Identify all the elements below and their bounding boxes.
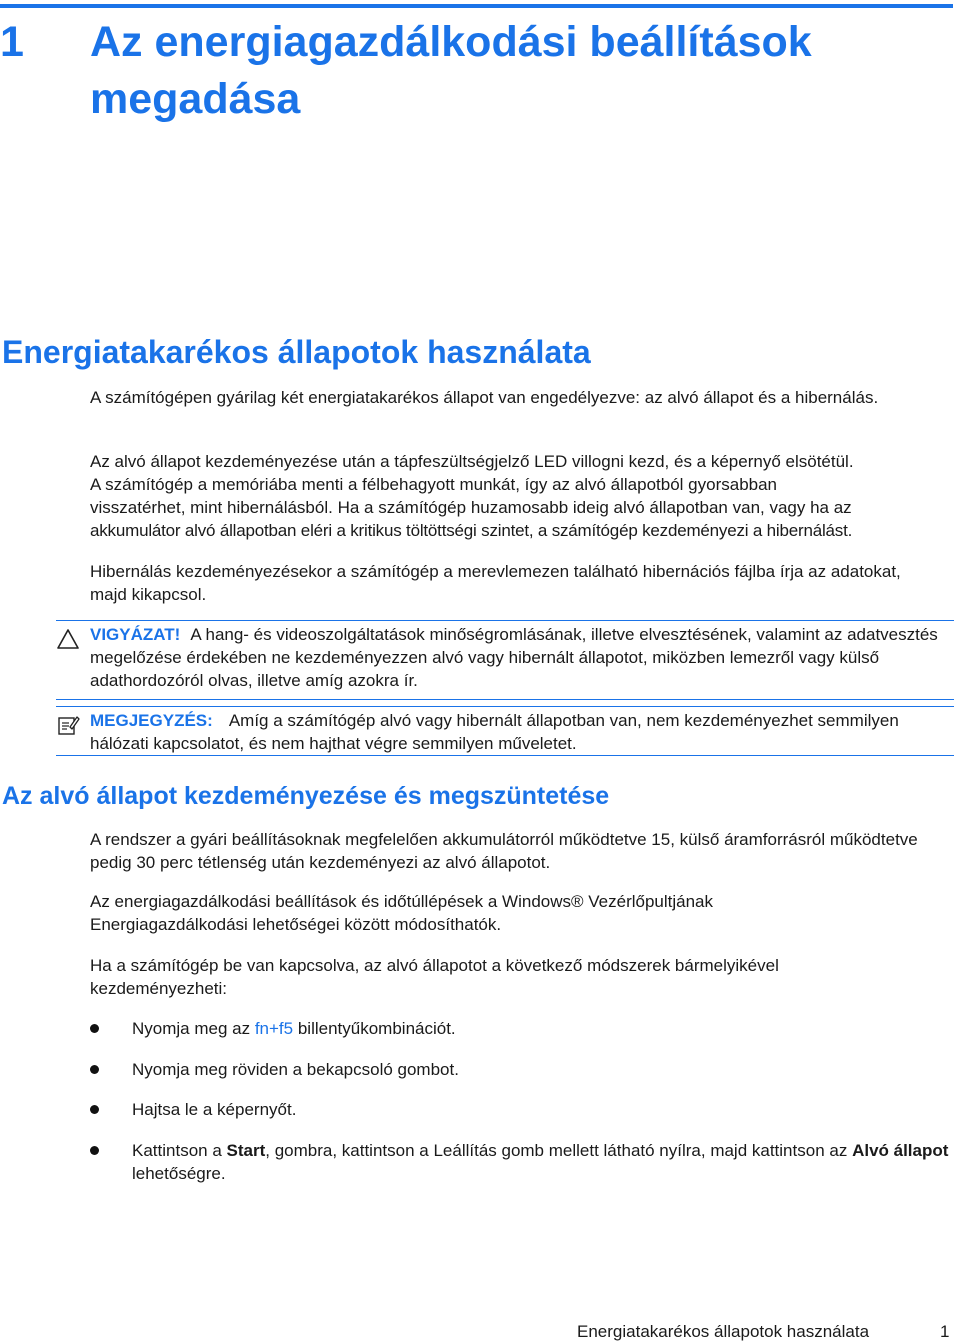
list-item-text: [132, 1017, 952, 1040]
caution-box: [56, 620, 954, 700]
start-label: Start: [226, 1141, 266, 1160]
note-box: [56, 706, 954, 756]
footer-page-number: 1: [940, 1322, 950, 1341]
paragraph-line: A számítógép a memóriába menti a félbehagyott munkát, így az alvó állapotból gyorsabban: [90, 475, 778, 494]
list-item-text: Nyomja meg röviden a bekapcsoló gombot.: [132, 1060, 459, 1079]
paragraph-line: [90, 496, 956, 519]
chapter-number: 1: [0, 18, 24, 66]
bullet-icon: [90, 1065, 99, 1074]
paragraph-line: Az alvó állapot kezdeményezése után a tápfeszültségjelző LED villogni kezd, és a képernyő elsötétül.: [90, 452, 854, 471]
paragraph-line: akkumulátor alvó állapotban eléri a kritikus töltöttségi szintet, a számítógép kezdeményezi a hibernálást.: [90, 521, 853, 540]
bullet-icon: [90, 1105, 99, 1114]
hotkey-label: fn+f5: [254, 1019, 294, 1038]
sleep-option-label: Alvó állapot: [852, 1141, 949, 1160]
caution-text: [90, 623, 956, 692]
paragraph-text: visszatérhet, mint hibernálásból.: [90, 498, 333, 517]
list-item-text-part: , gombra, kattintson a Leállítás gomb mellett látható nyílra, majd kattintson az: [265, 1141, 853, 1160]
paragraph-hibernation: Hibernálás kezdeményezésekor a számítógép a merevlemezen található hibernációs fájlba írja az adatokat, majd kikapcsol.: [90, 562, 901, 604]
footer-section-title: Energiatakarékos állapotok használata: [577, 1322, 870, 1341]
list-item-text-part: billentyűkombinációt.: [293, 1019, 456, 1038]
bullet-icon: [90, 1024, 99, 1033]
caution-body: A hang- és videoszolgáltatások minőségromlásának, illetve elvesztésének, valamint az adatvesztés megelőzése érdekében ne kezdeményezzen alvó vagy hibernált állapotot, miközben lemezről vagy külső adathordozóról olvas, illetve amíg azokra ír.: [90, 625, 938, 690]
paragraph-sleep-defaults: A rendszer a gyári beállításoknak megfelelően akkumulátorról működtetve 15, külső áramforrásról működtetve pedig 30 perc tétlenség után kezdeményezi az alvó állapotot.: [90, 830, 918, 872]
top-rule: [0, 4, 953, 8]
caution-label: VIGYÁZAT!: [90, 625, 181, 644]
list-item-text: [132, 1139, 952, 1185]
list-item-text-part: lehetőségre.: [132, 1164, 226, 1183]
note-body: Amíg a számítógép alvó vagy hibernált állapotban van, nem kezdeményezhet semmilyen hálózati kapcsolatot, és nem hajthat végre semmilyen műveletet.: [90, 711, 899, 753]
note-pencil-icon: [56, 713, 80, 737]
list-item-text-part: Nyomja meg az: [132, 1019, 255, 1038]
section-heading-power-states: Energiatakarékos állapotok használata: [2, 334, 591, 370]
chapter-title: Az energiagazdálkodási beállítások megadása: [90, 18, 812, 123]
list-item-text: Hajtsa le a képernyőt.: [132, 1100, 297, 1119]
paragraph-intro: A számítógépen gyárilag két energiatakarékos állapot van engedélyezve: az alvó állapot és a hibernálás.: [90, 388, 879, 407]
paragraph-sleep-settings: Az energiagazdálkodási beállítások és időtúllépések a Windows® Vezérlőpultjának Energiagazdálkodási lehetőségei között módosíthatók.: [90, 892, 714, 934]
note-label: MEGJEGYZÉS:: [90, 711, 213, 730]
note-text: [90, 709, 956, 755]
paragraph-text: Ha a számítógép huzamosabb ideig alvó állapotban van, vagy ha az: [337, 498, 852, 517]
caution-triangle-icon: [56, 627, 80, 651]
paragraph-sleep-methods: Ha a számítógép be van kapcsolva, az alvó állapotot a következő módszerek bármelyikével kezdeményezheti:: [90, 956, 779, 998]
list-item-text-part: Kattintson a: [132, 1141, 227, 1160]
section-heading-sleep: Az alvó állapot kezdeményezése és megszüntetése: [2, 782, 610, 810]
paragraph-sleep-description: [90, 450, 956, 542]
bullet-icon: [90, 1146, 99, 1155]
